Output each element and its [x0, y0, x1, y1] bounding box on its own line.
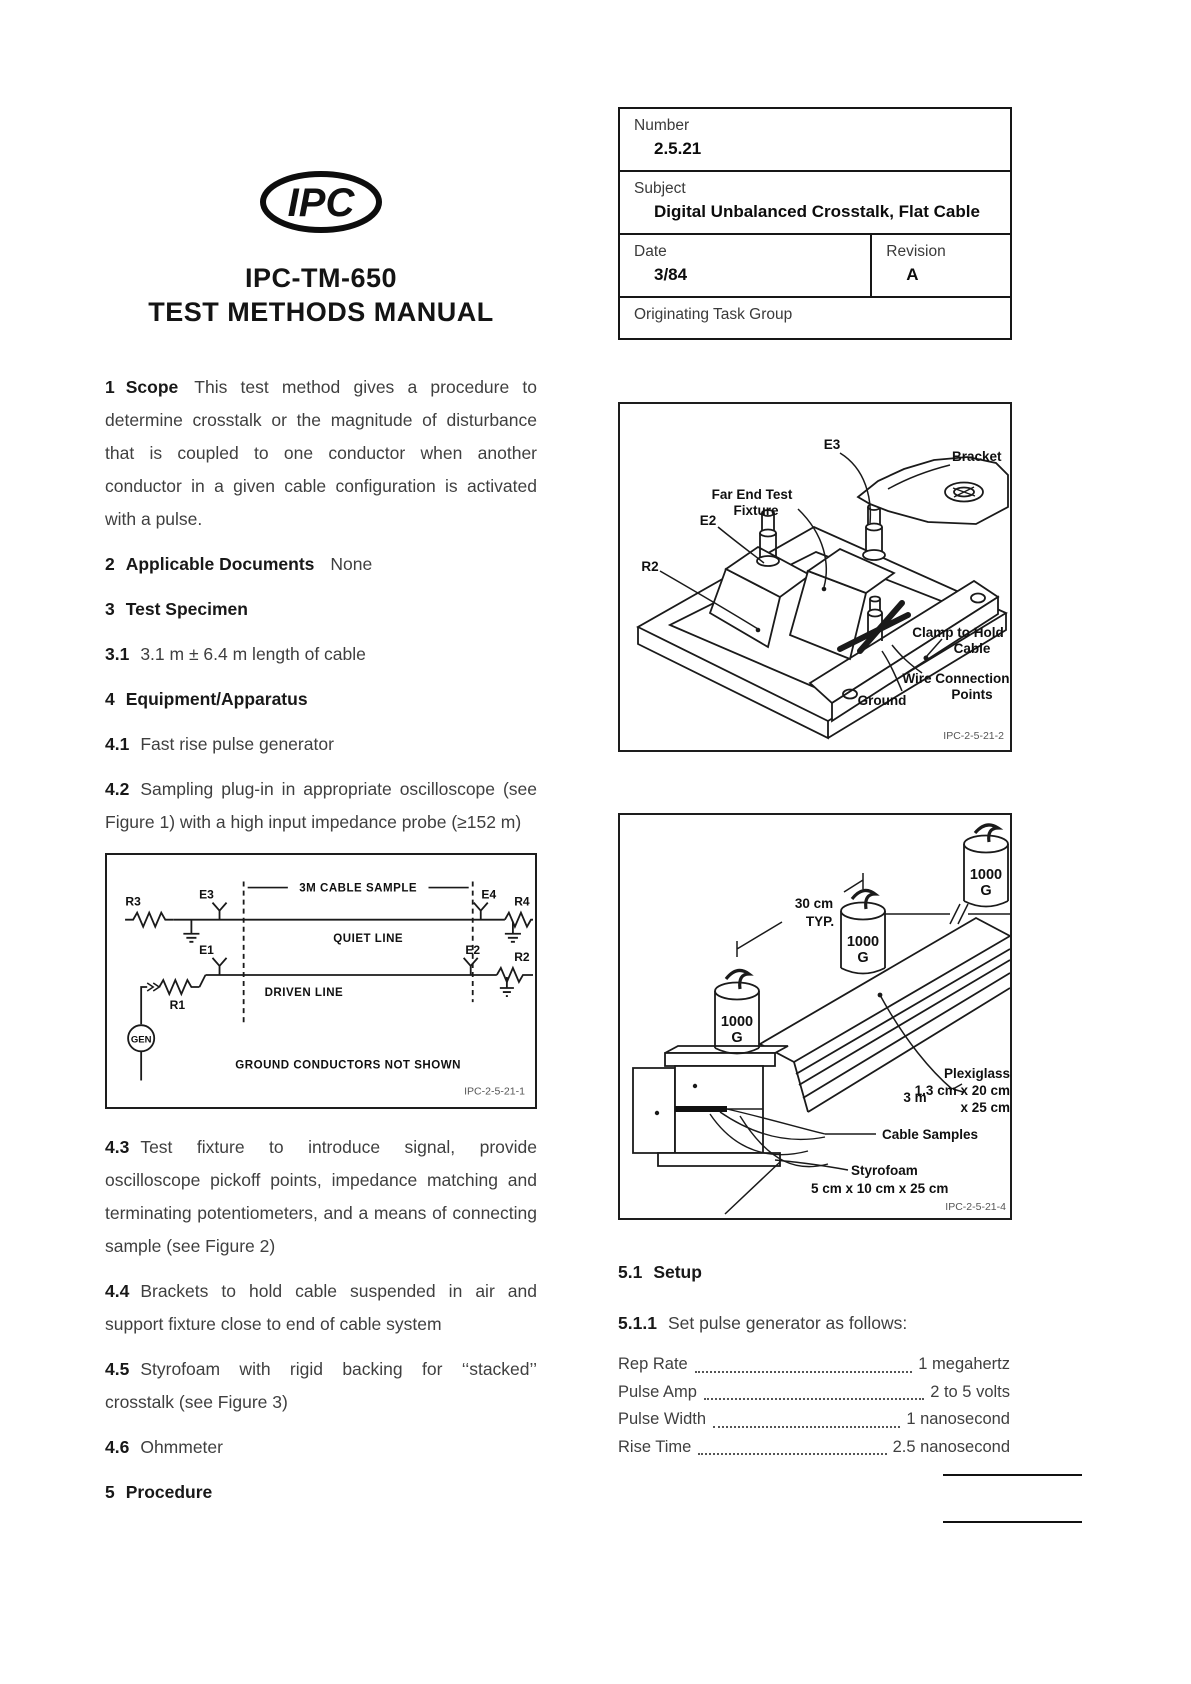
section-title: Procedure [125, 1482, 213, 1502]
param-value: 1 nanosecond [906, 1410, 1010, 1428]
post-b-base [863, 550, 885, 560]
ground-post-top [870, 597, 880, 602]
r1-connector [199, 975, 205, 987]
section-number: 4.3 [105, 1137, 130, 1157]
ipc-logo-graphic [256, 168, 386, 236]
label-plexiglass-1: Plexiglass [943, 1066, 1010, 1081]
section-2-applicable-documents [105, 548, 537, 581]
setup-param-row [618, 1351, 1010, 1379]
section-body: Brackets to hold cable suspended in air and support fixture close to end of cable system [105, 1281, 537, 1334]
section-number: 5.1 [618, 1262, 643, 1282]
generator-lead [141, 987, 147, 1024]
label-wire-1: Wire Connection [902, 671, 1010, 686]
label-spacing-2: TYP. [805, 914, 835, 929]
figure-1-schematic [105, 853, 537, 1109]
section-number: 4.1 [105, 734, 130, 754]
date-value: 3/84 [654, 265, 688, 284]
dotted-leader [695, 1371, 913, 1373]
section-4-5 [105, 1353, 537, 1419]
label-r1: R1 [169, 998, 186, 1013]
header-table [618, 107, 1012, 340]
section-5-procedure [105, 1476, 537, 1509]
number-value: 2.5.21 [654, 139, 702, 158]
subject-value: Digital Unbalanced Crosstalk, Flat Cable [654, 202, 980, 221]
leader-e3 [840, 453, 870, 523]
break-marks [950, 904, 968, 924]
footer-rule-2 [943, 1521, 1082, 1523]
label-weight1-value: 1000 [720, 1014, 754, 1030]
param-value: 2 to 5 volts [930, 1382, 1010, 1401]
label-r3: R3 [125, 894, 141, 909]
label-wire-2: Points [951, 687, 993, 702]
param-name: Pulse Amp [618, 1382, 697, 1401]
label-far-end-2: Fixture [733, 503, 779, 518]
plexiglass-slab-front [665, 1053, 775, 1066]
doc-title [105, 261, 537, 329]
cable-bundle-end [675, 1106, 727, 1112]
dimension-tick-right [844, 873, 863, 892]
figure-2-test-fixture [618, 402, 1012, 752]
figure-1-drawing [107, 855, 533, 1107]
figure2-reference: IPC-2-5-21-2 [943, 730, 1004, 742]
label-r4: R4 [514, 894, 530, 909]
leader-dot [756, 628, 761, 633]
section-number: 5 [105, 1482, 115, 1502]
label-cable-sample: 3M CABLE SAMPLE [299, 882, 418, 895]
label-cable-samples: Cable Samples [882, 1127, 979, 1142]
label-r2: R2 [641, 559, 659, 574]
beam-left-edge [794, 1062, 808, 1112]
label-styrofoam-1: Styrofoam [851, 1163, 918, 1178]
param-name: Rise Time [618, 1437, 692, 1456]
section-title: Applicable Documents [125, 554, 315, 574]
section-body: Styrofoam with rigid backing for ‘‘stacked’’ crosstalk (see Figure 3) [105, 1359, 537, 1412]
footer-rule-1 [943, 1474, 1082, 1476]
label-e1: E1 [199, 942, 214, 957]
revision-cell [872, 235, 1010, 296]
ground-symbol [505, 922, 521, 942]
param-name: Rep Rate [618, 1355, 688, 1373]
resistor-r2 [497, 968, 533, 982]
label-weight2-unit: G [857, 950, 869, 966]
dimension-tick-left [737, 922, 782, 957]
base-plate [658, 1153, 780, 1166]
ipc-logo-text: IPC [287, 181, 355, 225]
section-body: Set pulse generator as follows: [667, 1313, 908, 1333]
header-row-subject [620, 172, 1010, 235]
figure-3-stacked-setup [618, 813, 1012, 1220]
label-e2: E2 [699, 513, 717, 528]
section-4-1 [105, 728, 537, 761]
section-4-6 [105, 1431, 537, 1464]
section-4-4 [105, 1275, 537, 1341]
leader-dot [693, 1084, 697, 1088]
section-4-equipment [105, 683, 537, 716]
label-e4: E4 [481, 887, 497, 902]
section-number: 1 [105, 377, 115, 397]
label-spacing-1: 30 cm [794, 896, 834, 911]
setup-param-row [618, 1434, 1010, 1462]
figure3-reference: IPC-2-5-21-4 [945, 1201, 1006, 1213]
styrofoam-left-block [633, 1068, 675, 1153]
label-clamp-2: Cable [953, 641, 991, 656]
label-weight3-value: 1000 [969, 867, 1003, 883]
setup-section [618, 1262, 1010, 1461]
section-body: Sampling plug-in in appropriate oscilloscope (see Figure 1) with a high input impedance probe (≥152 m) [105, 779, 537, 832]
label-e3: E3 [199, 887, 214, 902]
section-5-1-setup [618, 1262, 1010, 1283]
revision-label: Revision [886, 243, 946, 260]
section-body: Test fixture to introduce signal, provide oscilloscope pickoff points, impedance matching and terminating potentiometers, and a means of connecting sample (see Figure 2) [105, 1137, 537, 1256]
task-group-label: Originating Task Group [634, 306, 793, 323]
arrow-marks [147, 983, 159, 991]
figure1-reference: IPC-2-5-21-1 [464, 1085, 525, 1098]
weight-3-top [964, 836, 1008, 853]
leader-dot [924, 656, 929, 661]
section-4-2 [105, 773, 537, 839]
section-body: This test method gives a procedure to determine crosstalk or the magnitude of disturbance that is coupled to one conductor when another conductor in a given cable configuration is activated with a pulse. [105, 377, 537, 529]
weight-1-top [715, 983, 759, 1000]
label-quiet-line: QUIET LINE [333, 932, 404, 945]
section-5-1-1 [618, 1313, 1010, 1334]
leader-dot [878, 993, 883, 998]
probe-e2 [464, 958, 478, 975]
setup-param-row [618, 1406, 1010, 1434]
ground-symbol [183, 920, 199, 942]
label-r2: R2 [514, 949, 530, 964]
leader-dot [655, 1111, 659, 1115]
label-weight1-unit: G [731, 1030, 743, 1046]
probe-e3 [212, 903, 226, 920]
section-number: 5.1.1 [618, 1313, 657, 1333]
resistor-r1 [159, 980, 199, 994]
doc-title-line1: IPC-TM-650 [244, 263, 398, 293]
section-3-1 [105, 638, 537, 671]
probe-e1 [212, 958, 226, 975]
section-title: Setup [653, 1262, 702, 1282]
header-row-number [620, 109, 1010, 172]
resistor-r3 [125, 913, 173, 927]
section-number: 4.2 [105, 779, 130, 799]
param-value: 2.5 nanosecond [892, 1437, 1010, 1456]
label-ground: Ground [857, 693, 907, 708]
label-bracket: Bracket [952, 449, 1002, 464]
ipc-logo [105, 168, 537, 241]
section-title: Test Specimen [125, 599, 248, 619]
section-body: None [330, 554, 373, 574]
dotted-leader [713, 1426, 900, 1428]
param-name: Pulse Width [618, 1410, 707, 1428]
weight-2-top [841, 903, 885, 920]
label-plexiglass-2: 1.3 cm x 20 cm [914, 1083, 1010, 1098]
section-body: Ohmmeter [140, 1437, 223, 1457]
section-number: 4.4 [105, 1281, 130, 1301]
section-number: 4.5 [105, 1359, 130, 1379]
ground-symbol [500, 977, 514, 996]
label-driven-line: DRIVEN LINE [264, 987, 344, 1000]
label-e2: E2 [465, 942, 481, 957]
section-number: 4 [105, 689, 115, 709]
date-cell [620, 235, 872, 296]
section-title: Equipment/Apparatus [125, 689, 308, 709]
setup-param-row [618, 1379, 1010, 1407]
label-clamp-1: Clamp to Hold [912, 625, 1004, 640]
label-weight3-unit: G [980, 883, 992, 899]
label-weight2-value: 1000 [846, 934, 880, 950]
date-label: Date [634, 243, 667, 260]
number-label: Number [634, 117, 690, 134]
section-number: 2 [105, 554, 115, 574]
figure-2-drawing [620, 404, 1010, 750]
section-title: Scope [125, 377, 179, 397]
leader-plexiglass [880, 995, 952, 1089]
param-value: 1 megahertz [918, 1355, 1010, 1373]
subject-label: Subject [634, 180, 686, 197]
section-number: 4.6 [105, 1437, 130, 1457]
header-row-task-group [620, 298, 1010, 338]
probe-e4 [474, 903, 488, 920]
label-length: 3 m [903, 1090, 927, 1105]
doc-title-line2: TEST METHODS MANUAL [148, 297, 494, 327]
section-3-test-specimen [105, 593, 537, 626]
left-column [105, 168, 537, 1521]
label-styrofoam-2: 5 cm x 10 cm x 25 cm [811, 1181, 949, 1196]
label-plexiglass-3: x 25 cm [960, 1100, 1010, 1115]
header-row-date-revision [620, 235, 1010, 298]
label-gen: GEN [130, 1034, 152, 1046]
section-number: 3 [105, 599, 115, 619]
section-body: 3.1 m ± 6.4 m length of cable [140, 644, 366, 664]
dotted-leader [704, 1398, 924, 1400]
section-number: 3.1 [105, 644, 130, 664]
dotted-leader [698, 1453, 886, 1455]
resistor-r4 [505, 913, 533, 927]
section-1-scope [105, 371, 537, 536]
label-far-end-1: Far End Test [711, 487, 793, 502]
revision-value: A [906, 265, 919, 284]
figure1-note: GROUND CONDUCTORS NOT SHOWN [235, 1059, 461, 1072]
label-e3: E3 [823, 437, 841, 452]
section-4-3 [105, 1131, 537, 1263]
figure-3-drawing [620, 815, 1010, 1218]
leader-dot [822, 587, 827, 592]
section-body: Fast rise pulse generator [140, 734, 334, 754]
